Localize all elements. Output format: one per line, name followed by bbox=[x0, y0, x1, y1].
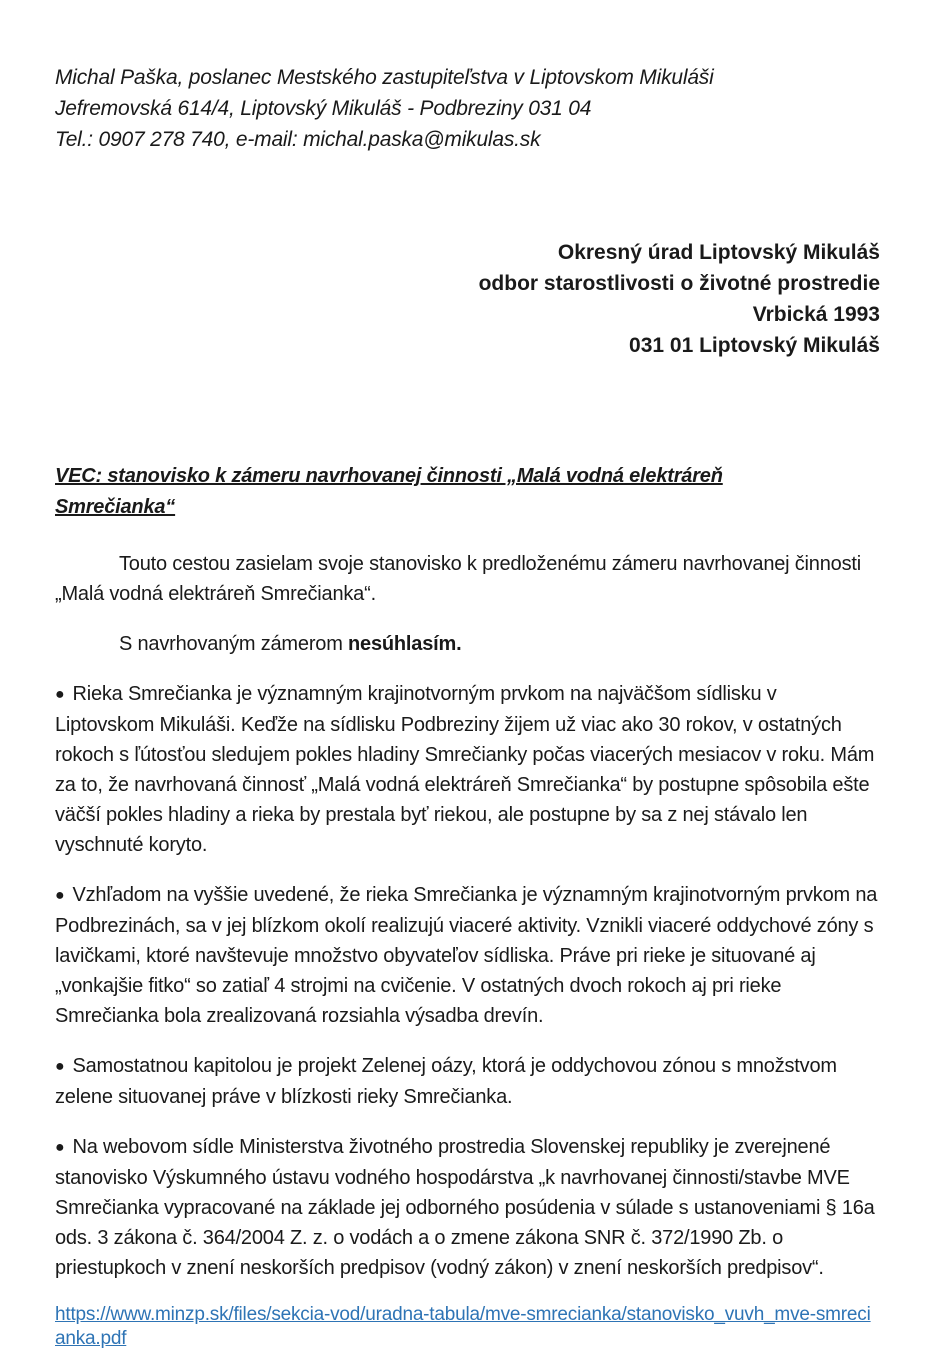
sender-line-address: Jefremovská 614/4, Liptovský Mikuláš - Podbreziny 031 04 bbox=[55, 97, 592, 120]
stance-paragraph bbox=[55, 629, 880, 659]
bullet-item-river-importance bbox=[55, 679, 880, 860]
sender-line-name: Michal Paška, poslanec Mestského zastupiteľstva v Liptovskom Mikuláši bbox=[55, 66, 714, 89]
intro-paragraph: Touto cestou zasielam svoje stanovisko k predloženému zámeru navrhovanej činnosti „Malá vodná elektráreň Smrečianka“. bbox=[55, 553, 861, 605]
bullet-item-activities bbox=[55, 880, 880, 1031]
recipient-line-street: Vrbická 1993 bbox=[752, 303, 880, 326]
stance-bold-text: nesúhlasím. bbox=[348, 633, 462, 655]
link-block bbox=[55, 1303, 880, 1351]
bullet-text: Samostatnou kapitolou je projekt Zelenej oázy, ktorá je oddychovou zónou s množstvom zelene situovanej práve v blízkosti rieky Smrečianka. bbox=[55, 1055, 837, 1108]
bullet-item-ministry-statement bbox=[55, 1132, 880, 1283]
bullet-item-green-oasis bbox=[55, 1051, 880, 1112]
recipient-block bbox=[55, 237, 880, 361]
bullet-icon: ● bbox=[55, 1058, 65, 1075]
pdf-link[interactable]: https://www.minzp.sk/files/sekcia-vod/uradna-tabula/mve-smrecianka/stanovisko_vuvh_mve-smrecianka.pdf bbox=[55, 1304, 871, 1349]
bullet-text: Vzhľadom na vyššie uvedené, že rieka Smrečianka je významným krajinotvorným prvkom na Podbrezinách, sa v jej blízkom okolí realizujú viaceré aktivity. Vznikli viaceré oddychové zóny s lavičkami, ktoré navštevuje množstvo obyvateľov sídliska. Práve pri rieke je situované aj „vonkajšie fitko“ so zatiaľ 4 strojmi na cvičenie. V ostatných dvoch rokoch aj pri rieke Smrečianka bola zrealizovaná rozsiahla výsadba drevín. bbox=[55, 884, 878, 1027]
bullet-icon: ● bbox=[55, 887, 65, 904]
sender-line-contact: Tel.: 0907 278 740, e-mail: michal.paska@mikulas.sk bbox=[55, 128, 541, 151]
subject-line: VEC: stanovisko k zámeru navrhovanej činnosti „Malá vodná elektráreň Smrečianka“ bbox=[55, 465, 723, 518]
bullet-text: Na webovom sídle Ministerstva životného prostredia Slovenskej republiky je zverejnené stanovisko Výskumného ústavu vodného hospodárstva „k navrhovanej činnosti/stavbe MVE Smrečianka vypracované na základe jej odborného posúdenia v súlade s ustanoveniami § 16a ods. 3 zákona č. 364/2004 Z. z. o vodách a o zmene zákona SNR č. 372/1990 Zb. o priestupkoch v znení neskorších predpisov (vodný zákon) v znení neskorších predpisov“. bbox=[55, 1136, 875, 1279]
recipient-line-city: 031 01 Liptovský Mikuláš bbox=[629, 334, 880, 357]
stance-prefix: S navrhovaným zámerom bbox=[119, 633, 349, 655]
bullet-icon: ● bbox=[55, 686, 65, 703]
bullet-text: Rieka Smrečianka je významným krajinotvorným prvkom na najväčšom sídlisku v Liptovskom Mikuláši. Keďže na sídlisku Podbreziny žijem už viac ako 30 rokov, v ostatných rokoch s ľútosťou sledujem pokles hladiny Smrečianky počas viacerých mesiacov v roku. Mám za to, že navrhovaná činnosť „Malá vodná elektráreň Smrečianka“ by postupne spôsobila ešte väčší pokles hladiny a rieka by prestala byť riekou, ale postupne by sa z nej stávalo len vyschnuté koryto. bbox=[55, 683, 875, 856]
recipient-line-office: Okresný úrad Liptovský Mikuláš bbox=[557, 241, 880, 264]
recipient-line-department: odbor starostlivosti o životné prostredie bbox=[478, 272, 880, 295]
sender-block bbox=[55, 62, 880, 155]
bullet-icon: ● bbox=[55, 1139, 65, 1156]
